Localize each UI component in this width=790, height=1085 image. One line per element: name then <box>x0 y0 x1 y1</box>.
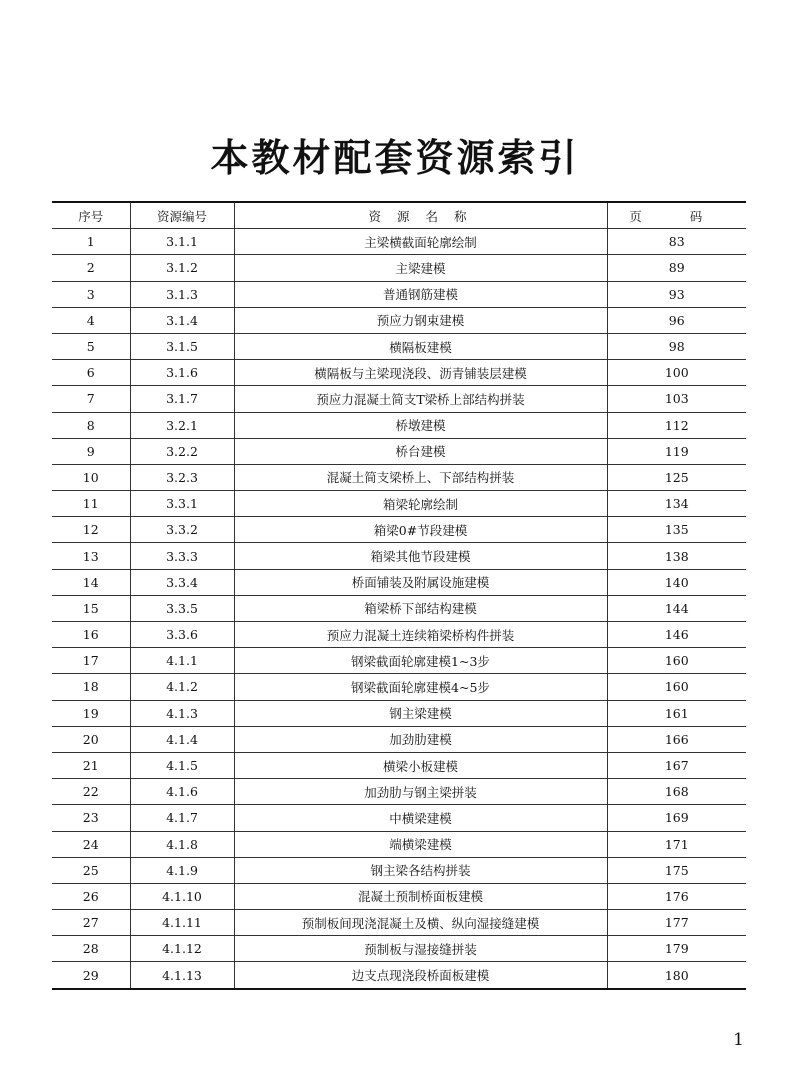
cell-code: 4.1.11 <box>130 910 234 936</box>
cell-index: 27 <box>52 910 130 936</box>
cell-name: 加劲肋与钢主梁拼装 <box>234 779 607 805</box>
cell-name: 普通钢筋建模 <box>234 281 607 307</box>
cell-page: 160 <box>607 648 746 674</box>
cell-code: 4.1.6 <box>130 779 234 805</box>
cell-page: 93 <box>607 281 746 307</box>
cell-code: 4.1.2 <box>130 674 234 700</box>
cell-name: 端横梁建模 <box>234 831 607 857</box>
table-row <box>52 648 746 674</box>
cell-index: 20 <box>52 726 130 752</box>
cell-code: 3.2.3 <box>130 464 234 490</box>
cell-code: 4.1.5 <box>130 752 234 778</box>
cell-index: 16 <box>52 622 130 648</box>
cell-name: 预应力钢束建模 <box>234 307 607 333</box>
cell-index: 7 <box>52 386 130 412</box>
table-row <box>52 726 746 752</box>
cell-index: 8 <box>52 412 130 438</box>
cell-name: 横梁小板建模 <box>234 752 607 778</box>
cell-code: 3.1.1 <box>130 229 234 255</box>
cell-code: 3.3.6 <box>130 622 234 648</box>
cell-index: 26 <box>52 883 130 909</box>
table-row <box>52 543 746 569</box>
cell-name: 钢主梁各结构拼装 <box>234 857 607 883</box>
cell-code: 4.1.7 <box>130 805 234 831</box>
cell-page: 83 <box>607 229 746 255</box>
table-row <box>52 857 746 883</box>
table-row <box>52 622 746 648</box>
cell-page: 112 <box>607 412 746 438</box>
cell-name: 钢梁截面轮廓建模4~5步 <box>234 674 607 700</box>
cell-page: 96 <box>607 307 746 333</box>
cell-code: 3.3.3 <box>130 543 234 569</box>
table-header <box>52 202 746 229</box>
table-row <box>52 831 746 857</box>
cell-index: 6 <box>52 360 130 386</box>
cell-code: 4.1.1 <box>130 648 234 674</box>
header-index: 序号 <box>52 202 130 229</box>
cell-page: 167 <box>607 752 746 778</box>
table-row <box>52 438 746 464</box>
cell-name: 横隔板建模 <box>234 333 607 359</box>
cell-index: 11 <box>52 491 130 517</box>
cell-page: 100 <box>607 360 746 386</box>
table-row <box>52 386 746 412</box>
cell-code: 3.1.2 <box>130 255 234 281</box>
cell-code: 4.1.13 <box>130 962 234 989</box>
cell-code: 4.1.10 <box>130 883 234 909</box>
cell-page: 166 <box>607 726 746 752</box>
cell-page: 119 <box>607 438 746 464</box>
cell-index: 12 <box>52 517 130 543</box>
cell-page: 169 <box>607 805 746 831</box>
cell-code: 4.1.8 <box>130 831 234 857</box>
cell-index: 23 <box>52 805 130 831</box>
cell-index: 3 <box>52 281 130 307</box>
header-page: 页 码 <box>607 202 746 229</box>
cell-index: 2 <box>52 255 130 281</box>
cell-index: 15 <box>52 595 130 621</box>
cell-page: 138 <box>607 543 746 569</box>
cell-name: 预应力混凝土简支T梁桥上部结构拼装 <box>234 386 607 412</box>
cell-page: 161 <box>607 700 746 726</box>
table-row <box>52 779 746 805</box>
cell-code: 4.1.12 <box>130 936 234 962</box>
cell-code: 3.3.5 <box>130 595 234 621</box>
page-number: 1 <box>733 1030 744 1050</box>
cell-page: 98 <box>607 333 746 359</box>
cell-page: 134 <box>607 491 746 517</box>
cell-page: 144 <box>607 595 746 621</box>
cell-page: 135 <box>607 517 746 543</box>
table-row <box>52 674 746 700</box>
cell-name: 主梁建模 <box>234 255 607 281</box>
cell-index: 19 <box>52 700 130 726</box>
cell-page: 171 <box>607 831 746 857</box>
cell-name: 混凝土简支梁桥上、下部结构拼装 <box>234 464 607 490</box>
cell-code: 3.1.5 <box>130 333 234 359</box>
table-header-row <box>52 202 746 229</box>
cell-index: 24 <box>52 831 130 857</box>
table-row <box>52 360 746 386</box>
cell-name: 桥面铺装及附属设施建模 <box>234 569 607 595</box>
cell-code: 3.1.7 <box>130 386 234 412</box>
cell-page: 168 <box>607 779 746 805</box>
cell-code: 4.1.4 <box>130 726 234 752</box>
cell-index: 5 <box>52 333 130 359</box>
cell-index: 9 <box>52 438 130 464</box>
cell-code: 3.1.6 <box>130 360 234 386</box>
cell-code: 3.1.4 <box>130 307 234 333</box>
cell-page: 179 <box>607 936 746 962</box>
table-row <box>52 910 746 936</box>
table-row <box>52 255 746 281</box>
cell-page: 177 <box>607 910 746 936</box>
cell-name: 横隔板与主梁现浇段、沥青铺装层建模 <box>234 360 607 386</box>
cell-index: 1 <box>52 229 130 255</box>
table-row <box>52 491 746 517</box>
cell-name: 加劲肋建模 <box>234 726 607 752</box>
cell-index: 13 <box>52 543 130 569</box>
header-name: 资 源 名 称 <box>234 202 607 229</box>
cell-page: 160 <box>607 674 746 700</box>
cell-name: 箱梁其他节段建模 <box>234 543 607 569</box>
page-title: 本教材配套资源索引 <box>210 136 580 181</box>
table-row <box>52 936 746 962</box>
cell-index: 21 <box>52 752 130 778</box>
cell-index: 10 <box>52 464 130 490</box>
cell-name: 中横梁建模 <box>234 805 607 831</box>
cell-index: 4 <box>52 307 130 333</box>
cell-name: 箱梁轮廓绘制 <box>234 491 607 517</box>
table-row <box>52 883 746 909</box>
cell-name: 钢梁截面轮廓建模1~3步 <box>234 648 607 674</box>
cell-name: 箱梁0#节段建模 <box>234 517 607 543</box>
cell-name: 预制板间现浇混凝土及横、纵向湿接缝建模 <box>234 910 607 936</box>
cell-code: 4.1.9 <box>130 857 234 883</box>
cell-index: 28 <box>52 936 130 962</box>
cell-name: 桥墩建模 <box>234 412 607 438</box>
cell-index: 25 <box>52 857 130 883</box>
table-row <box>52 805 746 831</box>
table-row <box>52 333 746 359</box>
cell-page: 125 <box>607 464 746 490</box>
cell-page: 180 <box>607 962 746 989</box>
table-row <box>52 962 746 989</box>
cell-code: 3.2.1 <box>130 412 234 438</box>
cell-page: 175 <box>607 857 746 883</box>
table-row <box>52 700 746 726</box>
table-body <box>52 229 746 989</box>
cell-page: 140 <box>607 569 746 595</box>
cell-name: 混凝土预制桥面板建模 <box>234 883 607 909</box>
cell-name: 边支点现浇段桥面板建模 <box>234 962 607 989</box>
cell-code: 4.1.3 <box>130 700 234 726</box>
table-row <box>52 595 746 621</box>
cell-name: 主梁横截面轮廓绘制 <box>234 229 607 255</box>
cell-index: 14 <box>52 569 130 595</box>
header-code: 资源编号 <box>130 202 234 229</box>
cell-name: 桥台建模 <box>234 438 607 464</box>
cell-index: 17 <box>52 648 130 674</box>
resource-index-table <box>52 201 746 990</box>
table-row <box>52 229 746 255</box>
cell-page: 89 <box>607 255 746 281</box>
cell-page: 146 <box>607 622 746 648</box>
cell-name: 箱梁桥下部结构建模 <box>234 595 607 621</box>
table-row <box>52 569 746 595</box>
table-row <box>52 307 746 333</box>
table-row <box>52 752 746 778</box>
table-row <box>52 517 746 543</box>
cell-code: 3.3.2 <box>130 517 234 543</box>
table-row <box>52 464 746 490</box>
cell-name: 预制板与湿接缝拼装 <box>234 936 607 962</box>
cell-index: 29 <box>52 962 130 989</box>
cell-page: 103 <box>607 386 746 412</box>
cell-code: 3.3.4 <box>130 569 234 595</box>
table-row <box>52 281 746 307</box>
cell-name: 预应力混凝土连续箱梁桥构件拼装 <box>234 622 607 648</box>
cell-index: 18 <box>52 674 130 700</box>
cell-page: 176 <box>607 883 746 909</box>
cell-index: 22 <box>52 779 130 805</box>
cell-code: 3.3.1 <box>130 491 234 517</box>
cell-code: 3.2.2 <box>130 438 234 464</box>
cell-code: 3.1.3 <box>130 281 234 307</box>
cell-name: 钢主梁建模 <box>234 700 607 726</box>
table-row <box>52 412 746 438</box>
